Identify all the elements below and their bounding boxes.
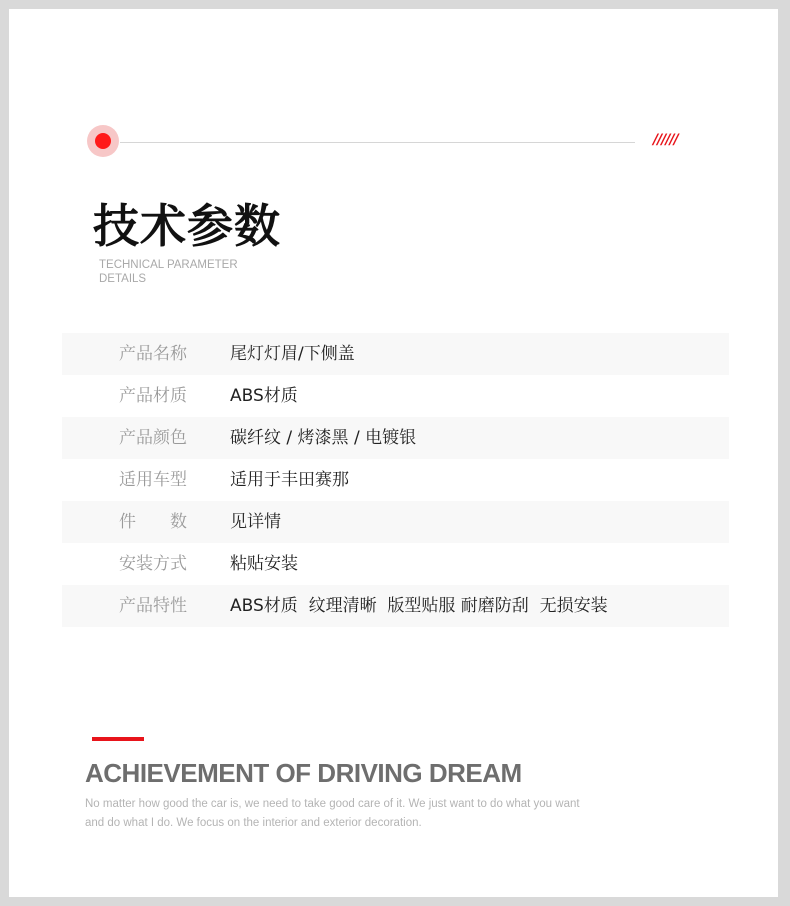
spec-row [62,543,729,585]
spec-value: 碳纤纹 / 烤漆黑 / 电镀银 [230,428,417,448]
spec-value: 见详情 [230,512,281,532]
spec-label: 件 数 [119,512,187,532]
spec-row [62,333,729,375]
spec-label: 安装方式 [119,554,187,574]
spec-label: 产品材质 [119,386,187,406]
spec-label: 产品名称 [119,344,187,364]
red-dot-icon [87,125,119,157]
footer-slogan: ACHIEVEMENT OF DRIVING DREAM [85,758,522,788]
spec-row [62,417,729,459]
page-subtitle [99,258,259,286]
spec-value: 粘贴安装 [230,554,298,574]
footer-description-line-2: and do what I do. We focus on the interior and exterior decoration. [85,817,422,829]
spec-row [62,375,729,417]
spec-row [62,501,729,543]
spec-value: ABS材质 [230,386,298,406]
subtitle-line-2: DETAILS [99,273,147,285]
footer-description [85,795,605,833]
spec-value: 适用于丰田赛那 [230,470,349,490]
footer-accent-bar [92,737,144,741]
spec-row [62,459,729,501]
spec-value: 尾灯灯眉/下侧盖 [230,344,355,364]
spec-label: 适用车型 [119,470,187,490]
spec-row [62,585,729,627]
spec-table [62,333,729,627]
spec-label: 产品颜色 [119,428,187,448]
spec-label: 产品特性 [119,596,187,616]
spec-value: ABS材质 纹理清晰 版型贴服 耐磨防刮 无损安装 [230,596,608,616]
footer-description-line-1: No matter how good the car is, we need to take good care of it. We just want to do what you want [85,798,580,810]
page-title: 技术参数 [93,199,281,253]
red-dot-center [95,133,111,149]
header-divider [120,142,635,143]
subtitle-line-1: TECHNICAL PARAMETER [99,259,238,271]
slash-decoration: ////// [653,132,678,148]
